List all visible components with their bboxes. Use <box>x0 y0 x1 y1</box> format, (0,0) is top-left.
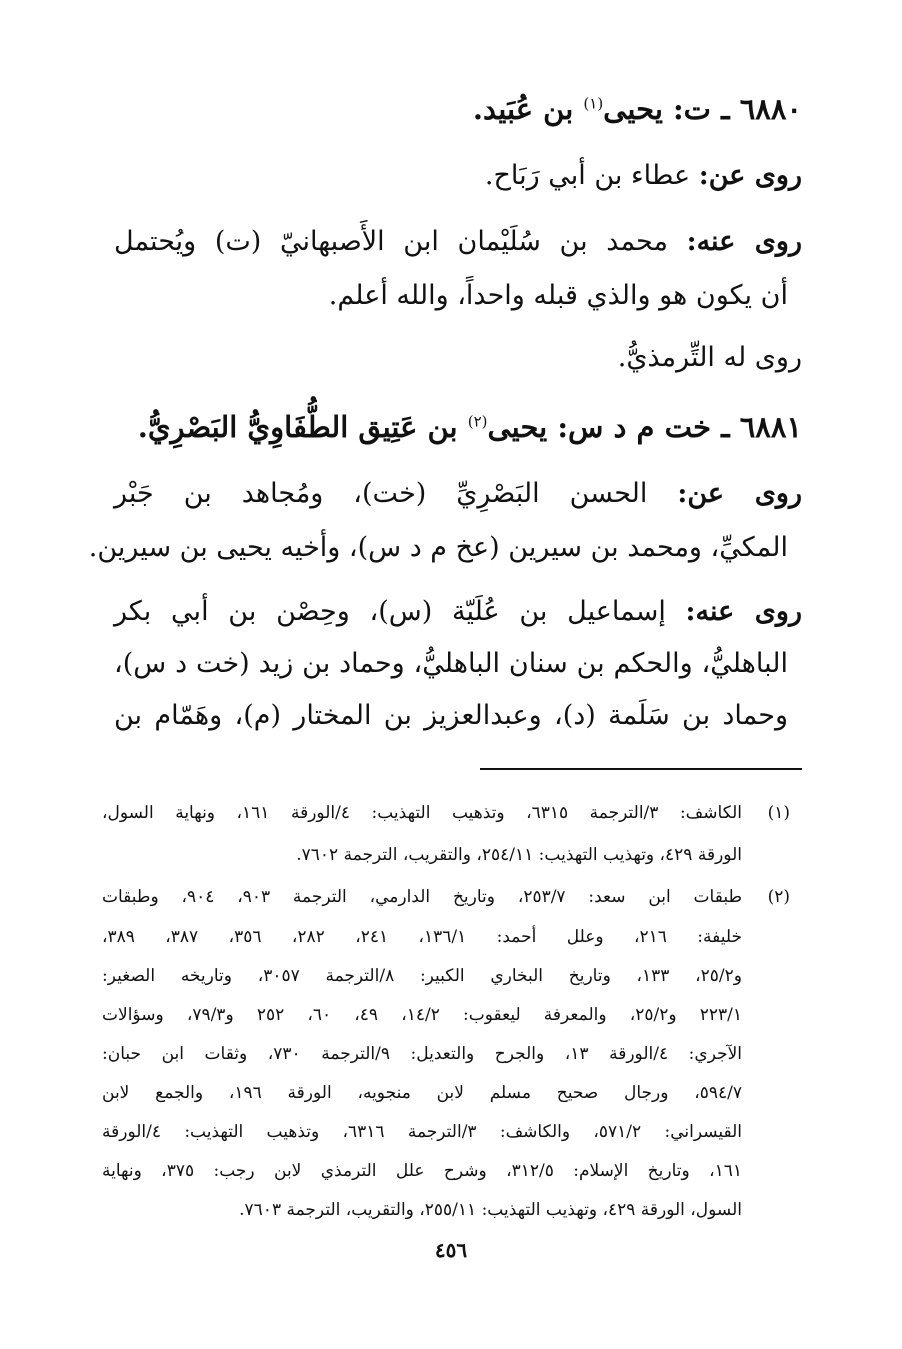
entry-heading-text: ٦٨٨١ ـ خت م د س: يحيى <box>487 410 802 444</box>
narrated-by-text: محمد بن سُلَيْمان ابن الأَصبهانيّ (ت) ويُحتمل <box>114 226 687 257</box>
entry-heading-name: بن عُبَيد. <box>472 92 584 126</box>
footnote-number: (١) <box>767 803 790 823</box>
entry-heading-6881 <box>138 410 802 444</box>
narrated-by-line: وحماد بن سَلَمة (د)، وعبدالعزيز بن المختار (م)، وهَمّام بن <box>114 700 788 731</box>
narrated-from-label: روى عن: <box>677 478 802 509</box>
narrated-from-text: الحسن البَصْرِيِّ (خت)، ومُجاهد بن جَبْر <box>114 478 678 509</box>
footnote-line: طبقات ابن سعد: ٢٥٣/٧، وتاريخ الدارمي، الترجمة ٩٠٣، ٩٠٤، وطبقات <box>102 887 742 907</box>
footnote-marker: (٢) <box>467 412 488 431</box>
narrated-from-label: روى عن: <box>698 160 802 191</box>
footnote-line: الآجري: ٤/الورقة ١٣، والجرح والتعديل: ٩/الترجمة ٧٣٠، وثقات ابن حبان: <box>102 1044 742 1064</box>
footnote-line: ٥٩٤/٧، ورجال صحيح مسلم لابن منجويه، الورقة ١٩٦، والجمع لابن <box>102 1083 742 1103</box>
footnote-line: ٢٢٣/١ و٢٥/٢، والمعرفة ليعقوب: ١٤/٢، ٤٩، ٦٠، ٢٥٢ و٧٩/٣، وسؤالات <box>102 1005 742 1025</box>
narrated-from-line: المكيِّ، ومحمد بن سيرين (عخ م د س)، وأخيه يحيى بن سيرين. <box>88 532 788 563</box>
entry-heading-name: بن عَتِيق الطُّفَاوِيُّ البَصْرِيُّ. <box>137 410 468 444</box>
narrated-by-label: روى عنه: <box>685 596 802 627</box>
narrated-from-text: عطاء بن أبي رَبَاح. <box>484 160 699 191</box>
narrated-by-label: روى عنه: <box>686 226 802 257</box>
footnote-line: الورقة ٤٢٩، وتهذيب التهذيب: ٢٥٤/١١، والتقريب، الترجمة ٧٦٠٢. <box>296 845 742 865</box>
narrated-by-line <box>114 596 802 627</box>
narrated-by-line: أن يكون هو والذي قبله واحداً، والله أعلم. <box>328 280 788 311</box>
entry-heading-text: ٦٨٨٠ ـ ت: يحيى <box>603 92 802 126</box>
footnote-line: الكاشف: ٣/الترجمة ٦٣١٥، وتذهيب التهذيب: ٤/الورقة ١٦١، ونهاية السول، <box>102 803 742 823</box>
transmitter-line: روى له التِّرمذيُّ. <box>617 342 802 373</box>
entry-heading-6880 <box>473 92 802 126</box>
page-number: ٤٥٦ <box>434 1238 468 1262</box>
footnote-separator <box>480 768 802 770</box>
footnote-line: القيسراني: ٥٧١/٢، والكاشف: ٣/الترجمة ٦٣١٦، وتذهيب التهذيب: ٤/الورقة <box>102 1122 743 1142</box>
footnote-line: ١٦١، وتاريخ الإسلام: ٣١٢/٥، وشرح علل الترمذي لابن رجب: ٣٧٥، ونهاية <box>102 1161 742 1181</box>
narrated-from-line <box>485 160 802 191</box>
footnote-marker: (١) <box>583 94 604 113</box>
footnote-line: السول، الورقة ٤٢٩، وتهذيب التهذيب: ٢٥٥/١١، والتقريب، الترجمة ٧٦٠٣. <box>239 1200 742 1220</box>
narrated-by-text: إسماعيل بن عُلَيّة (س)، وحِصْن بن أبي بكر <box>114 596 686 627</box>
narrated-by-line <box>114 226 802 257</box>
footnote-line: خليفة: ٢١٦، وعلل أحمد: ١٣٦/١، ٢٤١، ٢٨٢، ٣٥٦، ٣٨٧، ٣٨٩، <box>102 927 743 947</box>
narrated-from-line <box>114 478 802 509</box>
footnote-line: و٢٥/٢، ١٣٣، وتاريخ البخاري الكبير: ٨/الترجمة ٣٠٥٧، وتاريخه الصغير: <box>102 966 743 986</box>
footnote-number: (٢) <box>767 887 790 907</box>
narrated-by-line: الباهليُّ، والحكم بن سنان الباهليُّ، وحماد بن زيد (خت د س)، <box>114 648 788 679</box>
